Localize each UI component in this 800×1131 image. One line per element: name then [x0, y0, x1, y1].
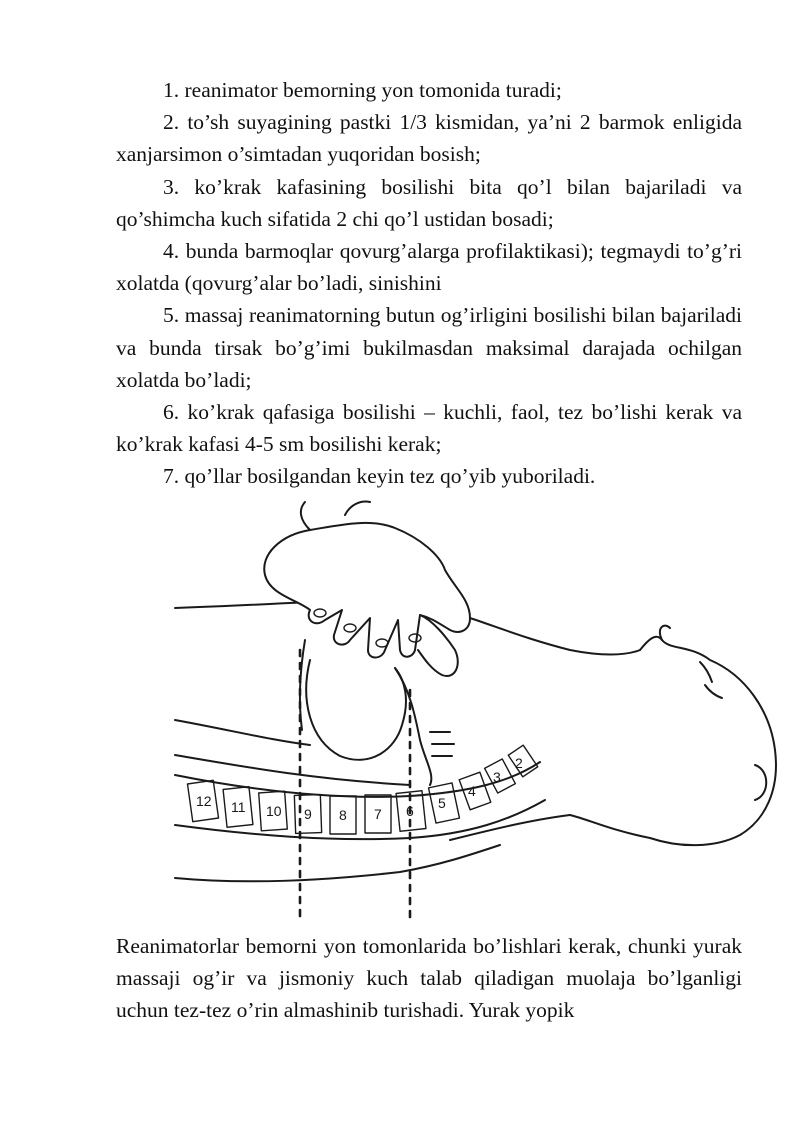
- list-item-1: 1. reanimator bemorning yon tomonida turadi;: [163, 78, 562, 102]
- aorta-branch-1: [430, 732, 454, 756]
- vertebra-labels: [196, 755, 523, 823]
- chest-outline: [175, 602, 310, 608]
- back-outline: [175, 845, 500, 881]
- closing-paragraph-text: Reanimatorlar bemorni yon tomonlarida bo’lishlari kerak, chunki yurak massaji og’ir va jismoniy kuch talab qiladigan muolaja bo’lganligi uchun tez-tez o’rin almashinib turishadi. Yurak yopik: [116, 934, 742, 1023]
- aorta-arch: [395, 668, 431, 785]
- cpr-illustration-svg: [170, 500, 790, 925]
- vertebra-label-9: 9: [304, 806, 312, 822]
- closing-paragraph: [116, 930, 742, 1027]
- vertebra-label-12: 12: [196, 793, 212, 809]
- vertebra-label-7: 7: [374, 806, 382, 822]
- neck-back: [450, 815, 570, 840]
- instruction-list: [116, 74, 742, 493]
- ear: [755, 765, 766, 800]
- list-item-6: 6. ko’krak qafasiga bosilishi – kuchli, faol, tez bo’lishi kerak va ko’krak kafasi 4-5 sm bosilishi kerak;: [116, 400, 742, 457]
- list-item-5: 5. massaj reanimatorning butun og’irligini bosilishi bilan bajariladi va bunda tirsak bo’g’imi bukilmasdan maksimal darajada ochilgan xolatda bo’ladi;: [116, 303, 742, 392]
- hands-icon: [264, 502, 470, 676]
- face-eye: [705, 685, 722, 698]
- cpr-illustration: [170, 500, 790, 925]
- vertebra-label-4: 4: [468, 783, 476, 799]
- list-item-3: 3. ko’krak kafasining bosilishi bita qo’l bilan bajariladi va qo’shimcha kuch sifatida 2 chi qo’l ustidan bosadi;: [116, 174, 742, 231]
- chest-outline-right: [470, 618, 640, 655]
- heart: [306, 660, 406, 760]
- vertebra-label-6: 6: [406, 803, 414, 819]
- face-mouth: [700, 662, 712, 682]
- vertebra-label-11: 11: [231, 799, 246, 815]
- vertebra-label-8: 8: [339, 807, 347, 823]
- list-item-2: 2. to’sh suyagining pastki 1/3 kismidan, ya’ni 2 barmok enligida xanjarsimon o’simtadan yuqoridan bosish;: [116, 110, 742, 167]
- vertebra-label-5: 5: [438, 795, 446, 811]
- list-item-7: 7. qo’llar bosilgandan keyin tez qo’yib yuboriladi.: [163, 464, 596, 489]
- list-item-4: 4. bunda barmoqlar qovurg’alarga profilaktikasi); tegmaydi to’g’ri xolatda (qovurg’alar bo’ladi, sinishini: [116, 239, 742, 296]
- vertebra-label-10: 10: [266, 803, 282, 819]
- face-nose: [660, 626, 670, 640]
- vertebra-label-3: 3: [493, 769, 501, 785]
- head-outline: [570, 637, 776, 845]
- vertebrae: [187, 745, 537, 834]
- vertebra-label-2: 2: [515, 755, 523, 771]
- vessel-upper: [175, 720, 310, 745]
